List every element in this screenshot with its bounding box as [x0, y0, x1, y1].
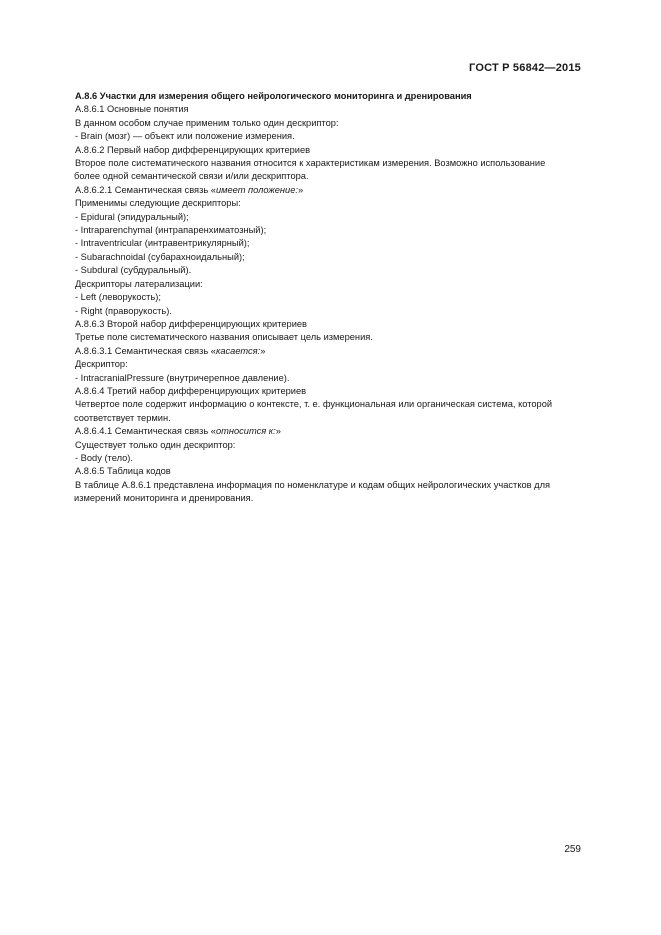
paragraph: А.8.6.5 Таблица кодов [75, 466, 171, 477]
list-item: - Body (тело). [75, 452, 133, 463]
paragraph-line: В таблице А.8.6.1 представлена информация по номенклатуре и кодам общих нейрологических участков для [75, 479, 551, 490]
paragraph-line: Второе поле систематического названия относится к характеристикам измерения. Возможно использование [75, 158, 546, 169]
document-body [75, 90, 583, 506]
paragraph-continuation: измерений мониторинга и дренирования. [74, 493, 254, 504]
relation-name: касается: [215, 345, 261, 356]
paragraph: Дескриптор: [75, 359, 128, 370]
paragraph: В данном особом случае применим только один дескриптор: [75, 117, 339, 128]
document-code: ГОСТ Р 56842—2015 [469, 62, 581, 74]
paragraph [75, 398, 583, 425]
page-number: 259 [564, 844, 581, 855]
relation-prefix: А.8.6.3.1 Семантическая связь « [75, 345, 216, 356]
paragraph: А.8.6.2 Первый набор дифференцирующих критериев [75, 144, 311, 155]
paragraph-continuation: соответствует термин. [74, 412, 171, 423]
list-item: - Subdural (субдуральный). [75, 265, 192, 276]
paragraph [75, 184, 583, 197]
paragraph: Дескрипторы латерализации: [75, 278, 203, 289]
list-item: - Intraparenchymal (интрапаренхиматозный); [75, 225, 267, 236]
relation-suffix: » [297, 184, 304, 195]
list-item: - Epidural (эпидуральный); [75, 211, 189, 222]
relation-name: относится к: [215, 426, 276, 437]
list-item: - Brain (мозг) — объект или положение измерения. [75, 131, 295, 142]
relation-prefix: А.8.6.4.1 Семантическая связь « [75, 426, 216, 437]
paragraph [75, 345, 583, 358]
paragraph: А.8.6.3 Второй набор дифференцирующих критериев [75, 318, 307, 329]
paragraph: А.8.6.4 Третий набор дифференцирующих критериев [75, 385, 307, 396]
section-heading: А.8.6 Участки для измерения общего нейрологического мониторинга и дренирования [75, 91, 472, 101]
relation-name: имеет положение: [215, 184, 298, 195]
list-item: - IntracranialPressure (внутричерепное давление). [75, 372, 290, 383]
list-item: - Right (праворукость). [75, 305, 172, 316]
list-item: - Left (леворукость); [75, 292, 161, 303]
paragraph [75, 157, 583, 184]
paragraph-continuation: более одной семантической связи и/или дескриптора. [74, 171, 309, 182]
list-item: - Subarachnoidal (субарахноидальный); [75, 251, 245, 262]
paragraph: Существует только один дескриптор: [75, 439, 236, 450]
relation-suffix: » [260, 345, 266, 356]
relation-suffix: » [275, 426, 281, 437]
paragraph [75, 425, 583, 438]
paragraph: А.8.6.1 Основные понятия [75, 104, 189, 115]
list-item: - Intraventricular (интравентрикулярный); [75, 238, 250, 249]
paragraph [75, 479, 583, 506]
paragraph: Третье поле систематического названия описывает цель измерения. [75, 332, 373, 343]
relation-prefix: А.8.6.2.1 Семантическая связь « [75, 184, 216, 195]
paragraph: Применимы следующие дескрипторы: [75, 198, 241, 209]
paragraph-line: Четвертое поле содержит информацию о контексте, т. е. функциональная или органическая система, которой [75, 399, 553, 410]
